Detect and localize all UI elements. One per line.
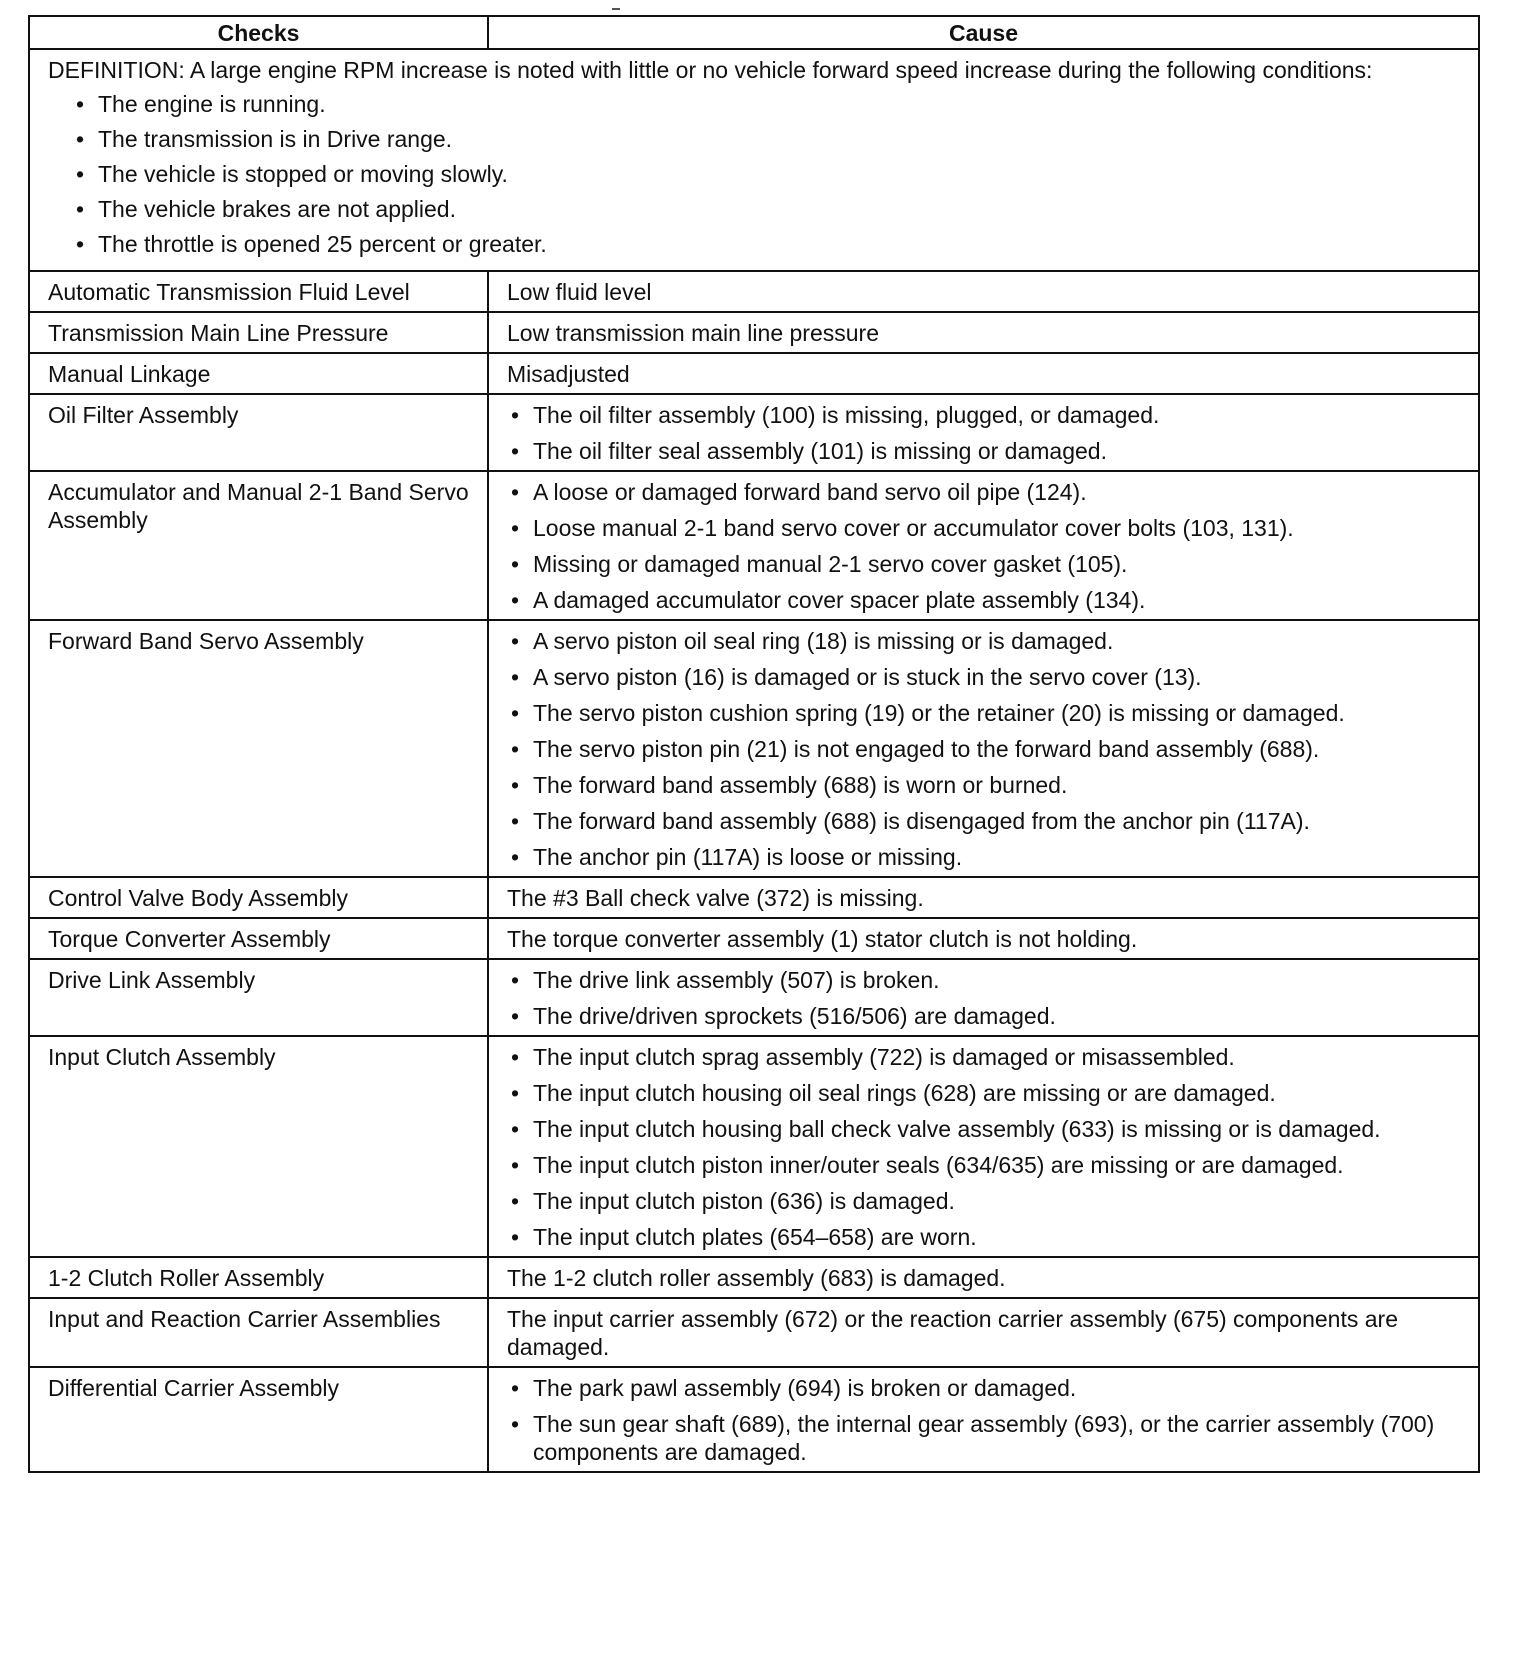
cause-item: • The servo piston pin (21) is not engaged to the forward band assembly (688). (507, 735, 1466, 763)
table-row (29, 918, 1479, 959)
condition-item: • The engine is running. (72, 90, 1466, 118)
cause-cell: Misadjusted (488, 353, 1479, 394)
cause-item: • A servo piston (16) is damaged or is stuck in the servo cover (13). (507, 663, 1466, 691)
cause-item: • The input clutch housing oil seal rings (628) are missing or are damaged. (507, 1079, 1466, 1107)
cause-item: • The input clutch piston inner/outer seals (634/635) are missing or are damaged. (507, 1151, 1466, 1179)
table-row (29, 1036, 1479, 1257)
cause-item: • The sun gear shaft (689), the internal gear assembly (693), or the carrier assembly (700) components are damaged. (507, 1410, 1466, 1466)
cause-list (507, 478, 1466, 614)
cause-item: • The input clutch sprag assembly (722) is damaged or misassembled. (507, 1043, 1466, 1071)
cause-item: • The input clutch housing ball check valve assembly (633) is missing or is damaged. (507, 1115, 1466, 1143)
cause-cell: The input carrier assembly (672) or the reaction carrier assembly (675) components are damaged. (488, 1298, 1479, 1367)
cause-cell (488, 471, 1479, 620)
check-cell: Oil Filter Assembly (29, 394, 488, 471)
cause-item: • A damaged accumulator cover spacer plate assembly (134). (507, 586, 1466, 614)
cause-item: • The forward band assembly (688) is disengaged from the anchor pin (117A). (507, 807, 1466, 835)
table-row (29, 353, 1479, 394)
check-cell: Automatic Transmission Fluid Level (29, 271, 488, 312)
cause-item: • The forward band assembly (688) is worn or burned. (507, 771, 1466, 799)
table-row (29, 471, 1479, 620)
cause-list (507, 966, 1466, 1030)
scan-mark (612, 8, 620, 10)
cause-cell (488, 1367, 1479, 1472)
table-row (29, 312, 1479, 353)
diagnostic-table (28, 15, 1480, 1473)
check-cell: Accumulator and Manual 2-1 Band Servo Assembly (29, 471, 488, 620)
check-cell: Transmission Main Line Pressure (29, 312, 488, 353)
cause-cell: The 1-2 clutch roller assembly (683) is damaged. (488, 1257, 1479, 1298)
table-row (29, 394, 1479, 471)
condition-item: • The vehicle brakes are not applied. (72, 195, 1466, 223)
cause-item: • A servo piston oil seal ring (18) is missing or is damaged. (507, 627, 1466, 655)
cause-item: • The oil filter assembly (100) is missing, plugged, or damaged. (507, 401, 1466, 429)
cause-header: Cause (488, 16, 1479, 49)
cause-item: • The input clutch piston (636) is damaged. (507, 1187, 1466, 1215)
cause-item: • A loose or damaged forward band servo oil pipe (124). (507, 478, 1466, 506)
cause-item: • The input clutch plates (654–658) are worn. (507, 1223, 1466, 1251)
cause-list (507, 1043, 1466, 1251)
table-row (29, 1367, 1479, 1472)
cause-cell (488, 620, 1479, 877)
condition-item: • The throttle is opened 25 percent or greater. (72, 230, 1466, 258)
cause-item: • The drive/driven sprockets (516/506) are damaged. (507, 1002, 1466, 1030)
check-cell: Control Valve Body Assembly (29, 877, 488, 918)
table-row (29, 271, 1479, 312)
condition-item: • The vehicle is stopped or moving slowly. (72, 160, 1466, 188)
definition-conditions (48, 90, 1466, 258)
cause-cell: Low fluid level (488, 271, 1479, 312)
definition-row (29, 49, 1479, 271)
table-row (29, 620, 1479, 877)
diagnostic-table-container (28, 15, 1480, 1473)
check-cell: Drive Link Assembly (29, 959, 488, 1036)
condition-item: • The transmission is in Drive range. (72, 125, 1466, 153)
check-cell: Forward Band Servo Assembly (29, 620, 488, 877)
cause-list (507, 627, 1466, 871)
table-row (29, 1298, 1479, 1367)
cause-item: • The oil filter seal assembly (101) is missing or damaged. (507, 437, 1466, 465)
table-row (29, 1257, 1479, 1298)
cause-item: • The drive link assembly (507) is broken. (507, 966, 1466, 994)
cause-list (507, 401, 1466, 465)
check-cell: Input and Reaction Carrier Assemblies (29, 1298, 488, 1367)
table-row (29, 877, 1479, 918)
cause-cell (488, 1036, 1479, 1257)
check-cell: Torque Converter Assembly (29, 918, 488, 959)
check-cell: Differential Carrier Assembly (29, 1367, 488, 1472)
check-cell: Manual Linkage (29, 353, 488, 394)
check-cell: Input Clutch Assembly (29, 1036, 488, 1257)
cause-cell (488, 394, 1479, 471)
cause-cell (488, 959, 1479, 1036)
check-cell: 1-2 Clutch Roller Assembly (29, 1257, 488, 1298)
cause-item: • The anchor pin (117A) is loose or missing. (507, 843, 1466, 871)
cause-item: • The park pawl assembly (694) is broken or damaged. (507, 1374, 1466, 1402)
header-row (29, 16, 1479, 49)
definition-cell (29, 49, 1479, 271)
table-body (29, 49, 1479, 1472)
cause-cell: The torque converter assembly (1) stator clutch is not holding. (488, 918, 1479, 959)
cause-item: • Loose manual 2-1 band servo cover or accumulator cover bolts (103, 131). (507, 514, 1466, 542)
cause-list (507, 1374, 1466, 1466)
checks-header: Checks (29, 16, 488, 49)
cause-cell: Low transmission main line pressure (488, 312, 1479, 353)
cause-item: • The servo piston cushion spring (19) or the retainer (20) is missing or damaged. (507, 699, 1466, 727)
cause-item: • Missing or damaged manual 2-1 servo cover gasket (105). (507, 550, 1466, 578)
cause-cell: The #3 Ball check valve (372) is missing. (488, 877, 1479, 918)
definition-text: DEFINITION: A large engine RPM increase is noted with little or no vehicle forward speed increase during the following conditions: (48, 57, 1373, 83)
table-row (29, 959, 1479, 1036)
